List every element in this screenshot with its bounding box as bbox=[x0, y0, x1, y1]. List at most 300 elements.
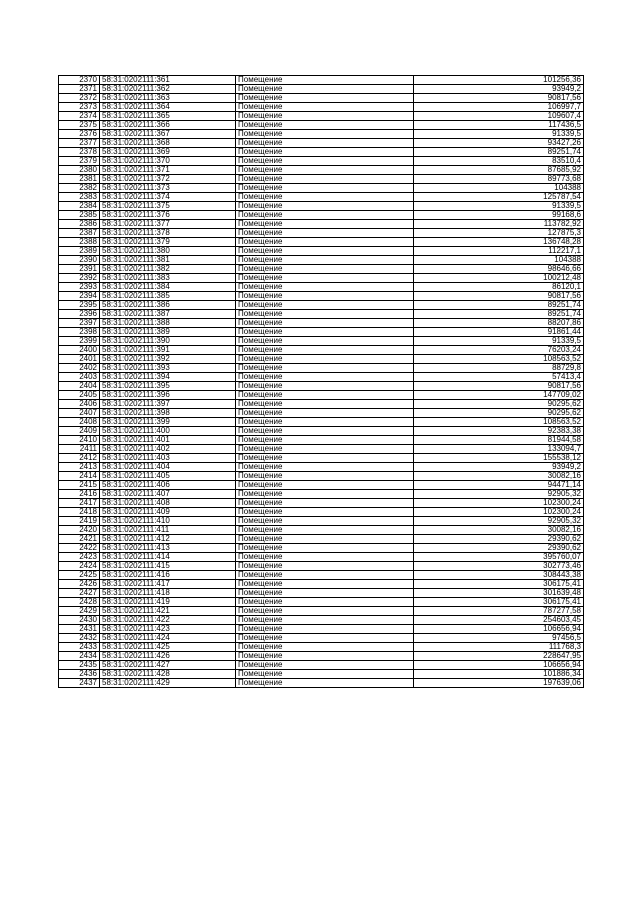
table-row bbox=[59, 364, 584, 373]
cadastral-number: 58:31:0202111:368 bbox=[100, 139, 236, 148]
object-type: Помещение bbox=[236, 508, 414, 517]
table-row bbox=[59, 598, 584, 607]
table-body bbox=[59, 76, 584, 688]
object-type: Помещение bbox=[236, 319, 414, 328]
row-number: 2389 bbox=[59, 247, 100, 256]
table-row bbox=[59, 85, 584, 94]
document-page bbox=[58, 75, 584, 688]
row-number: 2372 bbox=[59, 94, 100, 103]
object-type: Помещение bbox=[236, 139, 414, 148]
cadastral-value: 81944,58 bbox=[414, 436, 584, 445]
table-row bbox=[59, 184, 584, 193]
cadastral-value: 30082,16 bbox=[414, 472, 584, 481]
table-row bbox=[59, 625, 584, 634]
row-number: 2434 bbox=[59, 652, 100, 661]
table-row bbox=[59, 445, 584, 454]
table-row bbox=[59, 562, 584, 571]
cadastral-value: 83510,4 bbox=[414, 157, 584, 166]
cadastral-value: 91339,5 bbox=[414, 130, 584, 139]
cadastral-value: 90295,62 bbox=[414, 409, 584, 418]
row-number: 2404 bbox=[59, 382, 100, 391]
object-type: Помещение bbox=[236, 220, 414, 229]
row-number: 2401 bbox=[59, 355, 100, 364]
cadastral-number: 58:31:0202111:362 bbox=[100, 85, 236, 94]
cadastral-number: 58:31:0202111:386 bbox=[100, 301, 236, 310]
table-row bbox=[59, 355, 584, 364]
cadastral-number: 58:31:0202111:367 bbox=[100, 130, 236, 139]
cadastral-value: 102300,24 bbox=[414, 499, 584, 508]
row-number: 2376 bbox=[59, 130, 100, 139]
cadastral-number: 58:31:0202111:388 bbox=[100, 319, 236, 328]
row-number: 2428 bbox=[59, 598, 100, 607]
table-row bbox=[59, 130, 584, 139]
object-type: Помещение bbox=[236, 400, 414, 409]
cadastral-number: 58:31:0202111:378 bbox=[100, 229, 236, 238]
cadastral-value: 91339,5 bbox=[414, 337, 584, 346]
cadastral-value: 90817,56 bbox=[414, 292, 584, 301]
cadastral-value: 93427,26 bbox=[414, 139, 584, 148]
object-type: Помещение bbox=[236, 301, 414, 310]
object-type: Помещение bbox=[236, 94, 414, 103]
object-type: Помещение bbox=[236, 193, 414, 202]
row-number: 2418 bbox=[59, 508, 100, 517]
object-type: Помещение bbox=[236, 166, 414, 175]
object-type: Помещение bbox=[236, 409, 414, 418]
row-number: 2378 bbox=[59, 148, 100, 157]
object-type: Помещение bbox=[236, 256, 414, 265]
table-row bbox=[59, 76, 584, 85]
cadastral-value: 89773,68 bbox=[414, 175, 584, 184]
cadastral-value: 117436,5 bbox=[414, 121, 584, 130]
table-row bbox=[59, 310, 584, 319]
cadastral-value: 90817,56 bbox=[414, 94, 584, 103]
object-type: Помещение bbox=[236, 184, 414, 193]
table-row bbox=[59, 499, 584, 508]
object-type: Помещение bbox=[236, 436, 414, 445]
cadastral-value: 155538,12 bbox=[414, 454, 584, 463]
cadastral-value: 88729,8 bbox=[414, 364, 584, 373]
cadastral-number: 58:31:0202111:392 bbox=[100, 355, 236, 364]
cadastral-value: 89251,74 bbox=[414, 301, 584, 310]
cadastral-value: 90817,56 bbox=[414, 382, 584, 391]
row-number: 2371 bbox=[59, 85, 100, 94]
row-number: 2415 bbox=[59, 481, 100, 490]
table-row bbox=[59, 463, 584, 472]
object-type: Помещение bbox=[236, 364, 414, 373]
object-type: Помещение bbox=[236, 616, 414, 625]
row-number: 2370 bbox=[59, 76, 100, 85]
cadastral-value: 30082,16 bbox=[414, 526, 584, 535]
cadastral-number: 58:31:0202111:390 bbox=[100, 337, 236, 346]
cadastral-number: 58:31:0202111:364 bbox=[100, 103, 236, 112]
row-number: 2377 bbox=[59, 139, 100, 148]
cadastral-number: 58:31:0202111:391 bbox=[100, 346, 236, 355]
cadastral-value: 86120,1 bbox=[414, 283, 584, 292]
cadastral-number: 58:31:0202111:411 bbox=[100, 526, 236, 535]
cadastral-value: 127875,3 bbox=[414, 229, 584, 238]
row-number: 2436 bbox=[59, 670, 100, 679]
object-type: Помещение bbox=[236, 391, 414, 400]
table-row bbox=[59, 175, 584, 184]
cadastral-number: 58:31:0202111:412 bbox=[100, 535, 236, 544]
cadastral-value: 228647,95 bbox=[414, 652, 584, 661]
cadastral-number: 58:31:0202111:363 bbox=[100, 94, 236, 103]
cadastral-value: 108563,52 bbox=[414, 418, 584, 427]
cadastral-number: 58:31:0202111:377 bbox=[100, 220, 236, 229]
cadastral-number: 58:31:0202111:361 bbox=[100, 76, 236, 85]
table-row bbox=[59, 400, 584, 409]
table-row bbox=[59, 202, 584, 211]
cadastral-value: 92905,32 bbox=[414, 490, 584, 499]
object-type: Помещение bbox=[236, 544, 414, 553]
object-type: Помещение bbox=[236, 373, 414, 382]
cadastral-number: 58:31:0202111:373 bbox=[100, 184, 236, 193]
cadastral-value: 91339,5 bbox=[414, 202, 584, 211]
object-type: Помещение bbox=[236, 283, 414, 292]
cadastral-number: 58:31:0202111:396 bbox=[100, 391, 236, 400]
cadastral-number: 58:31:0202111:404 bbox=[100, 463, 236, 472]
cadastral-value: 93949,2 bbox=[414, 463, 584, 472]
row-number: 2380 bbox=[59, 166, 100, 175]
table-row bbox=[59, 508, 584, 517]
row-number: 2423 bbox=[59, 553, 100, 562]
cadastral-number: 58:31:0202111:429 bbox=[100, 679, 236, 688]
row-number: 2383 bbox=[59, 193, 100, 202]
row-number: 2437 bbox=[59, 679, 100, 688]
cadastral-value: 91861,44 bbox=[414, 328, 584, 337]
cadastral-number: 58:31:0202111:372 bbox=[100, 175, 236, 184]
cadastral-number: 58:31:0202111:403 bbox=[100, 454, 236, 463]
object-type: Помещение bbox=[236, 652, 414, 661]
cadastral-number: 58:31:0202111:405 bbox=[100, 472, 236, 481]
table-row bbox=[59, 121, 584, 130]
row-number: 2408 bbox=[59, 418, 100, 427]
cadastral-value: 101886,34 bbox=[414, 670, 584, 679]
object-type: Помещение bbox=[236, 211, 414, 220]
cadastral-number: 58:31:0202111:399 bbox=[100, 418, 236, 427]
cadastral-value: 395760,07 bbox=[414, 553, 584, 562]
cadastral-value: 89251,74 bbox=[414, 310, 584, 319]
object-type: Помещение bbox=[236, 337, 414, 346]
cadastral-value: 29390,62 bbox=[414, 535, 584, 544]
table-row bbox=[59, 571, 584, 580]
table-row bbox=[59, 661, 584, 670]
object-type: Помещение bbox=[236, 76, 414, 85]
table-row bbox=[59, 247, 584, 256]
object-type: Помещение bbox=[236, 121, 414, 130]
cadastral-number: 58:31:0202111:380 bbox=[100, 247, 236, 256]
cadastral-value: 76203,24 bbox=[414, 346, 584, 355]
object-type: Помещение bbox=[236, 85, 414, 94]
table-row bbox=[59, 328, 584, 337]
cadastral-value: 301639,48 bbox=[414, 589, 584, 598]
cadastral-number: 58:31:0202111:375 bbox=[100, 202, 236, 211]
row-number: 2410 bbox=[59, 436, 100, 445]
table-row bbox=[59, 544, 584, 553]
row-number: 2406 bbox=[59, 400, 100, 409]
table-row bbox=[59, 418, 584, 427]
row-number: 2388 bbox=[59, 238, 100, 247]
object-type: Помещение bbox=[236, 202, 414, 211]
cadastral-number: 58:31:0202111:370 bbox=[100, 157, 236, 166]
cadastral-value: 106656,94 bbox=[414, 625, 584, 634]
object-type: Помещение bbox=[236, 472, 414, 481]
table-row bbox=[59, 238, 584, 247]
row-number: 2427 bbox=[59, 589, 100, 598]
object-type: Помещение bbox=[236, 580, 414, 589]
cadastral-number: 58:31:0202111:419 bbox=[100, 598, 236, 607]
row-number: 2393 bbox=[59, 283, 100, 292]
cadastral-number: 58:31:0202111:366 bbox=[100, 121, 236, 130]
row-number: 2433 bbox=[59, 643, 100, 652]
row-number: 2407 bbox=[59, 409, 100, 418]
object-type: Помещение bbox=[236, 175, 414, 184]
object-type: Помещение bbox=[236, 634, 414, 643]
object-type: Помещение bbox=[236, 355, 414, 364]
object-type: Помещение bbox=[236, 148, 414, 157]
row-number: 2387 bbox=[59, 229, 100, 238]
table-row bbox=[59, 382, 584, 391]
cadastral-number: 58:31:0202111:422 bbox=[100, 616, 236, 625]
table-row bbox=[59, 652, 584, 661]
row-number: 2420 bbox=[59, 526, 100, 535]
row-number: 2394 bbox=[59, 292, 100, 301]
cadastral-value: 92905,32 bbox=[414, 517, 584, 526]
cadastral-value: 197639,06 bbox=[414, 679, 584, 688]
cadastral-number: 58:31:0202111:384 bbox=[100, 283, 236, 292]
cadastral-value: 99168,6 bbox=[414, 211, 584, 220]
table-row bbox=[59, 409, 584, 418]
object-type: Помещение bbox=[236, 112, 414, 121]
row-number: 2385 bbox=[59, 211, 100, 220]
table-row bbox=[59, 211, 584, 220]
cadastral-value: 254603,45 bbox=[414, 616, 584, 625]
row-number: 2405 bbox=[59, 391, 100, 400]
row-number: 2416 bbox=[59, 490, 100, 499]
cadastral-number: 58:31:0202111:413 bbox=[100, 544, 236, 553]
table-row bbox=[59, 166, 584, 175]
table-row bbox=[59, 256, 584, 265]
row-number: 2379 bbox=[59, 157, 100, 166]
object-type: Помещение bbox=[236, 310, 414, 319]
row-number: 2390 bbox=[59, 256, 100, 265]
row-number: 2422 bbox=[59, 544, 100, 553]
object-type: Помещение bbox=[236, 535, 414, 544]
cadastral-value: 112217,1 bbox=[414, 247, 584, 256]
row-number: 2417 bbox=[59, 499, 100, 508]
cadastral-value: 133094,7 bbox=[414, 445, 584, 454]
cadastral-number: 58:31:0202111:407 bbox=[100, 490, 236, 499]
cadastral-value: 787277,58 bbox=[414, 607, 584, 616]
cadastral-value: 88207,86 bbox=[414, 319, 584, 328]
cadastral-table bbox=[58, 75, 584, 688]
row-number: 2396 bbox=[59, 310, 100, 319]
row-number: 2397 bbox=[59, 319, 100, 328]
table-row bbox=[59, 148, 584, 157]
table-row bbox=[59, 643, 584, 652]
table-row bbox=[59, 346, 584, 355]
cadastral-number: 58:31:0202111:408 bbox=[100, 499, 236, 508]
cadastral-value: 136748,28 bbox=[414, 238, 584, 247]
table-row bbox=[59, 391, 584, 400]
cadastral-value: 97456,5 bbox=[414, 634, 584, 643]
object-type: Помещение bbox=[236, 670, 414, 679]
cadastral-value: 147709,02 bbox=[414, 391, 584, 400]
table-row bbox=[59, 274, 584, 283]
row-number: 2382 bbox=[59, 184, 100, 193]
row-number: 2400 bbox=[59, 346, 100, 355]
table-row bbox=[59, 193, 584, 202]
object-type: Помещение bbox=[236, 643, 414, 652]
cadastral-value: 29390,62 bbox=[414, 544, 584, 553]
row-number: 2402 bbox=[59, 364, 100, 373]
row-number: 2399 bbox=[59, 337, 100, 346]
row-number: 2409 bbox=[59, 427, 100, 436]
table-row bbox=[59, 535, 584, 544]
table-row bbox=[59, 580, 584, 589]
row-number: 2425 bbox=[59, 571, 100, 580]
object-type: Помещение bbox=[236, 265, 414, 274]
object-type: Помещение bbox=[236, 589, 414, 598]
row-number: 2392 bbox=[59, 274, 100, 283]
object-type: Помещение bbox=[236, 346, 414, 355]
object-type: Помещение bbox=[236, 103, 414, 112]
object-type: Помещение bbox=[236, 625, 414, 634]
cadastral-number: 58:31:0202111:428 bbox=[100, 670, 236, 679]
row-number: 2412 bbox=[59, 454, 100, 463]
table-row bbox=[59, 283, 584, 292]
cadastral-value: 104388 bbox=[414, 184, 584, 193]
cadastral-number: 58:31:0202111:397 bbox=[100, 400, 236, 409]
object-type: Помещение bbox=[236, 247, 414, 256]
table-row bbox=[59, 319, 584, 328]
row-number: 2429 bbox=[59, 607, 100, 616]
cadastral-number: 58:31:0202111:423 bbox=[100, 625, 236, 634]
row-number: 2373 bbox=[59, 103, 100, 112]
object-type: Помещение bbox=[236, 598, 414, 607]
object-type: Помещение bbox=[236, 238, 414, 247]
table-row bbox=[59, 94, 584, 103]
object-type: Помещение bbox=[236, 229, 414, 238]
row-number: 2391 bbox=[59, 265, 100, 274]
cadastral-number: 58:31:0202111:395 bbox=[100, 382, 236, 391]
row-number: 2435 bbox=[59, 661, 100, 670]
table-row bbox=[59, 616, 584, 625]
cadastral-number: 58:31:0202111:387 bbox=[100, 310, 236, 319]
table-row bbox=[59, 481, 584, 490]
table-row bbox=[59, 301, 584, 310]
cadastral-number: 58:31:0202111:400 bbox=[100, 427, 236, 436]
row-number: 2414 bbox=[59, 472, 100, 481]
object-type: Помещение bbox=[236, 517, 414, 526]
row-number: 2381 bbox=[59, 175, 100, 184]
object-type: Помещение bbox=[236, 463, 414, 472]
cadastral-number: 58:31:0202111:415 bbox=[100, 562, 236, 571]
object-type: Помещение bbox=[236, 418, 414, 427]
cadastral-value: 113782,92 bbox=[414, 220, 584, 229]
cadastral-value: 57413,4 bbox=[414, 373, 584, 382]
table-row bbox=[59, 589, 584, 598]
cadastral-value: 102300,24 bbox=[414, 508, 584, 517]
cadastral-number: 58:31:0202111:389 bbox=[100, 328, 236, 337]
table-row bbox=[59, 634, 584, 643]
cadastral-number: 58:31:0202111:365 bbox=[100, 112, 236, 121]
table-row bbox=[59, 436, 584, 445]
table-row bbox=[59, 679, 584, 688]
row-number: 2424 bbox=[59, 562, 100, 571]
row-number: 2419 bbox=[59, 517, 100, 526]
object-type: Помещение bbox=[236, 571, 414, 580]
row-number: 2432 bbox=[59, 634, 100, 643]
object-type: Помещение bbox=[236, 328, 414, 337]
table-row bbox=[59, 337, 584, 346]
row-number: 2413 bbox=[59, 463, 100, 472]
cadastral-value: 93949,2 bbox=[414, 85, 584, 94]
row-number: 2431 bbox=[59, 625, 100, 634]
table-row bbox=[59, 292, 584, 301]
cadastral-number: 58:31:0202111:425 bbox=[100, 643, 236, 652]
cadastral-value: 306175,41 bbox=[414, 580, 584, 589]
row-number: 2426 bbox=[59, 580, 100, 589]
row-number: 2421 bbox=[59, 535, 100, 544]
object-type: Помещение bbox=[236, 553, 414, 562]
cadastral-number: 58:31:0202111:427 bbox=[100, 661, 236, 670]
object-type: Помещение bbox=[236, 481, 414, 490]
row-number: 2395 bbox=[59, 301, 100, 310]
cadastral-number: 58:31:0202111:418 bbox=[100, 589, 236, 598]
cadastral-number: 58:31:0202111:406 bbox=[100, 481, 236, 490]
cadastral-value: 92383,38 bbox=[414, 427, 584, 436]
table-row bbox=[59, 103, 584, 112]
cadastral-value: 106656,94 bbox=[414, 661, 584, 670]
cadastral-value: 302773,46 bbox=[414, 562, 584, 571]
cadastral-number: 58:31:0202111:424 bbox=[100, 634, 236, 643]
cadastral-number: 58:31:0202111:421 bbox=[100, 607, 236, 616]
object-type: Помещение bbox=[236, 607, 414, 616]
cadastral-number: 58:31:0202111:376 bbox=[100, 211, 236, 220]
row-number: 2398 bbox=[59, 328, 100, 337]
table-row bbox=[59, 553, 584, 562]
row-number: 2403 bbox=[59, 373, 100, 382]
row-number: 2430 bbox=[59, 616, 100, 625]
cadastral-number: 58:31:0202111:371 bbox=[100, 166, 236, 175]
table-row bbox=[59, 472, 584, 481]
object-type: Помещение bbox=[236, 562, 414, 571]
table-row bbox=[59, 607, 584, 616]
cadastral-value: 308443,38 bbox=[414, 571, 584, 580]
table-row bbox=[59, 139, 584, 148]
table-row bbox=[59, 490, 584, 499]
table-row bbox=[59, 220, 584, 229]
object-type: Помещение bbox=[236, 454, 414, 463]
object-type: Помещение bbox=[236, 526, 414, 535]
table-row bbox=[59, 526, 584, 535]
row-number: 2374 bbox=[59, 112, 100, 121]
cadastral-number: 58:31:0202111:393 bbox=[100, 364, 236, 373]
cadastral-value: 100212,48 bbox=[414, 274, 584, 283]
cadastral-value: 106997,7 bbox=[414, 103, 584, 112]
object-type: Помещение bbox=[236, 499, 414, 508]
table-row bbox=[59, 229, 584, 238]
object-type: Помещение bbox=[236, 679, 414, 688]
table-row bbox=[59, 670, 584, 679]
cadastral-number: 58:31:0202111:402 bbox=[100, 445, 236, 454]
cadastral-number: 58:31:0202111:394 bbox=[100, 373, 236, 382]
cadastral-value: 104388 bbox=[414, 256, 584, 265]
cadastral-value: 89251,74 bbox=[414, 148, 584, 157]
row-number: 2384 bbox=[59, 202, 100, 211]
cadastral-number: 58:31:0202111:398 bbox=[100, 409, 236, 418]
